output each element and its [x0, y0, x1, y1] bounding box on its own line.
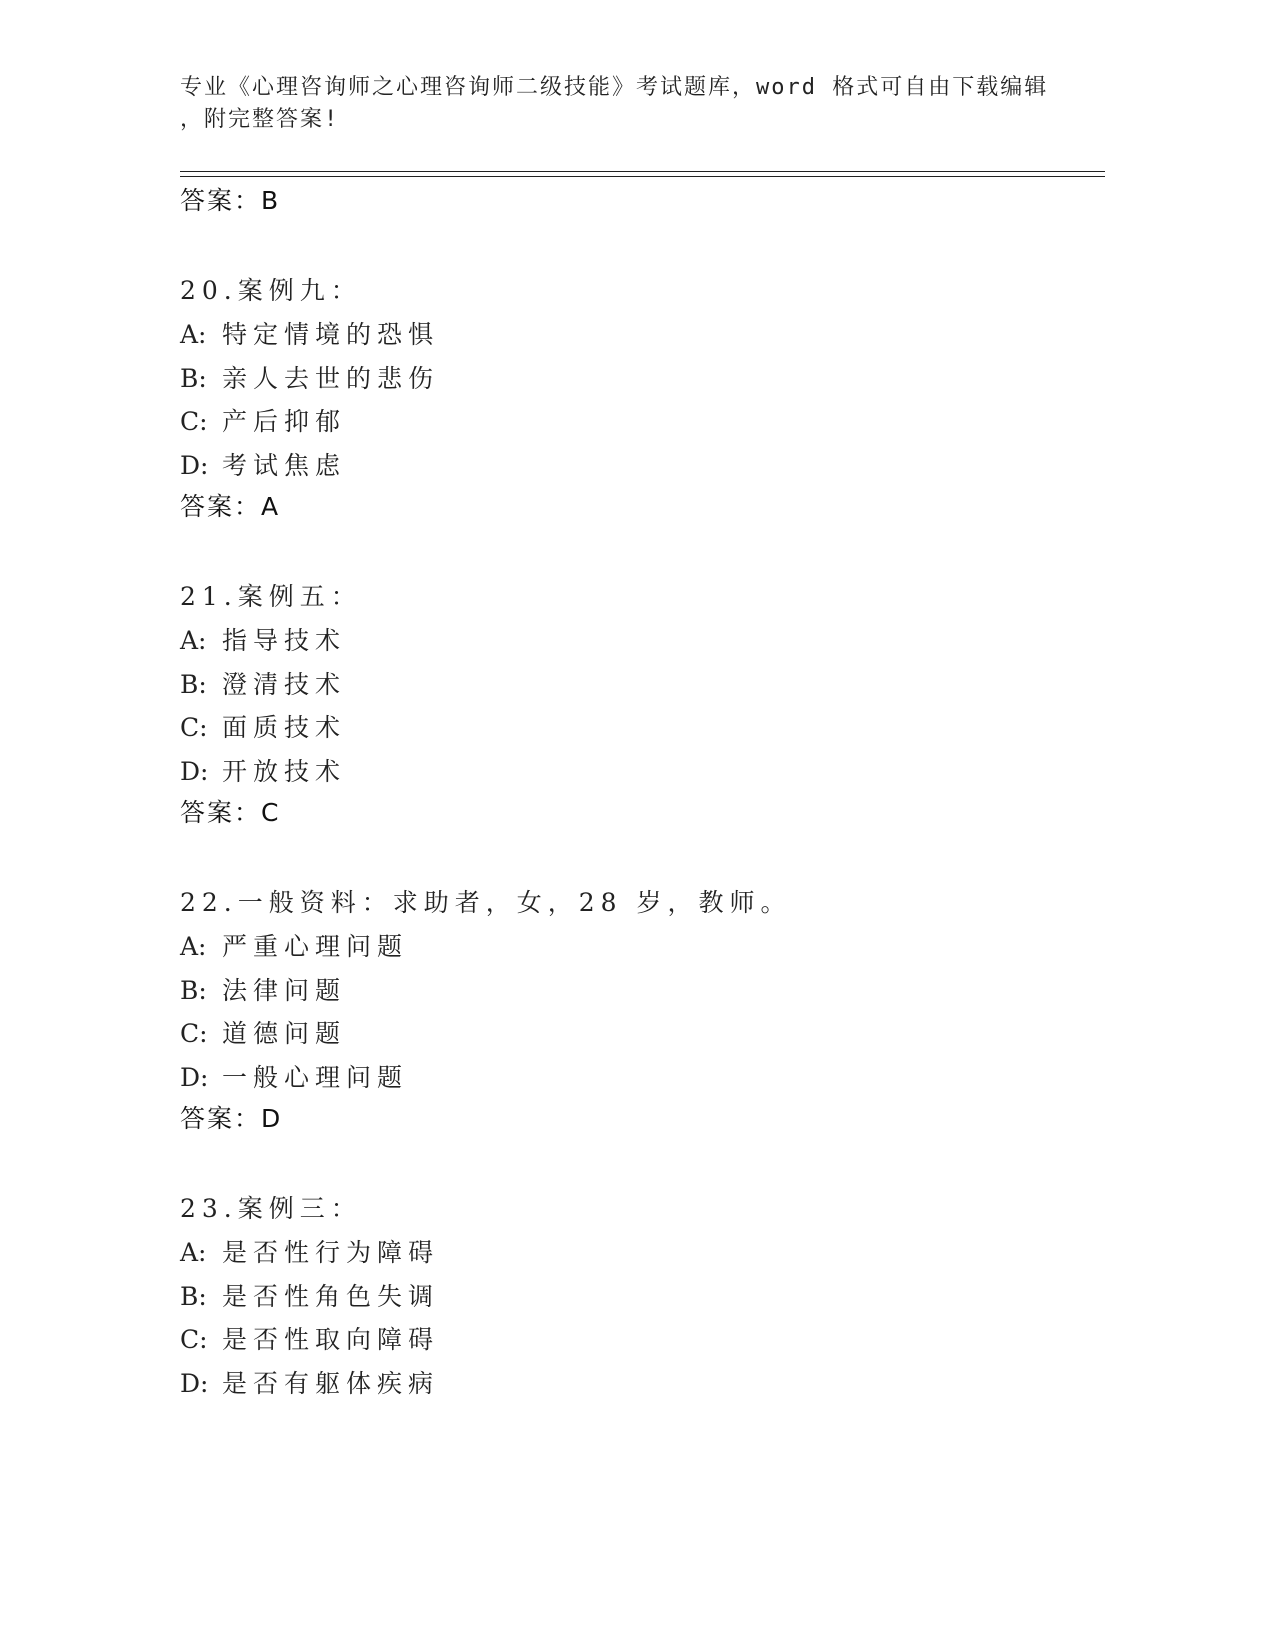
option-key: C:: [180, 1019, 208, 1048]
question-title: 22.一般资料：求助者，女，28 岁，教师。: [180, 888, 792, 917]
option-a: [180, 619, 1105, 663]
option-text: 考试焦虑: [222, 450, 347, 480]
option-a: [180, 1231, 1105, 1275]
option-d: [180, 1056, 1105, 1100]
document-header: [180, 72, 1060, 136]
option-c: [180, 400, 1105, 444]
option-c: [180, 1318, 1105, 1362]
option-text: 是否性取向障碍: [222, 1325, 440, 1354]
answer-line: 答案：B: [180, 186, 281, 215]
spacer: [180, 527, 1105, 575]
answer-line: 答案：C: [180, 798, 281, 827]
option-key: C:: [180, 1325, 208, 1354]
option-d: [180, 750, 1105, 794]
option-key: B:: [180, 363, 207, 393]
option-b: [180, 663, 1105, 707]
option-text: 一般心理问题: [222, 1062, 409, 1092]
question-block: [180, 1187, 1105, 1405]
option-a: [180, 925, 1105, 969]
spacer: [180, 1139, 1105, 1187]
option-text: 法律问题: [222, 975, 347, 1005]
header-divider-bottom: [180, 176, 1105, 177]
option-d: [180, 444, 1105, 488]
header-divider-top: [180, 171, 1105, 172]
option-key: B:: [180, 669, 207, 699]
option-text: 道德问题: [222, 1019, 347, 1048]
option-d: [180, 1362, 1105, 1406]
spacer: [180, 833, 1105, 881]
option-key: A:: [180, 1238, 207, 1267]
option-text: 是否性行为障碍: [222, 1238, 440, 1267]
option-c: [180, 706, 1105, 750]
option-text: 是否性角色失调: [222, 1281, 440, 1311]
option-text: 澄清技术: [222, 669, 347, 699]
option-b: [180, 1275, 1105, 1319]
option-key: A:: [180, 626, 207, 655]
option-key: C:: [180, 713, 208, 742]
question-title: 20.案例九：: [180, 276, 362, 305]
question-title: 21.案例五：: [180, 582, 362, 611]
option-key: A:: [180, 932, 207, 961]
option-text: 产后抑郁: [222, 407, 347, 436]
option-a: [180, 313, 1105, 357]
option-key: D:: [180, 756, 209, 786]
header-line-2: ，附完整答案!: [180, 107, 340, 132]
question-list: [180, 181, 1105, 1405]
question-block: [180, 881, 1105, 1139]
option-text: 严重心理问题: [222, 932, 409, 961]
answer-line: 答案：A: [180, 492, 281, 521]
option-text: 开放技术: [222, 756, 347, 786]
question-block: [180, 575, 1105, 833]
header-line-1: 专业《心理咨询师之心理咨询师二级技能》考试题库，word 格式可自由下载编辑: [180, 75, 1049, 100]
option-key: A:: [180, 320, 207, 349]
spacer: [180, 221, 1105, 269]
option-b: [180, 969, 1105, 1013]
option-text: 亲人去世的悲伤: [222, 363, 440, 393]
option-key: C:: [180, 407, 208, 436]
option-text: 指导技术: [222, 626, 347, 655]
option-key: D:: [180, 450, 209, 480]
option-key: B:: [180, 975, 207, 1005]
option-key: D:: [180, 1062, 209, 1092]
answer-line: 答案：D: [180, 1104, 283, 1133]
question-block: [180, 269, 1105, 527]
option-text: 是否有躯体疾病: [222, 1368, 440, 1398]
option-key: B:: [180, 1281, 207, 1311]
option-text: 特定情境的恐惧: [222, 320, 440, 349]
question-title: 23.案例三：: [180, 1194, 362, 1223]
option-b: [180, 357, 1105, 401]
option-c: [180, 1012, 1105, 1056]
option-key: D:: [180, 1368, 209, 1398]
option-text: 面质技术: [222, 713, 347, 742]
